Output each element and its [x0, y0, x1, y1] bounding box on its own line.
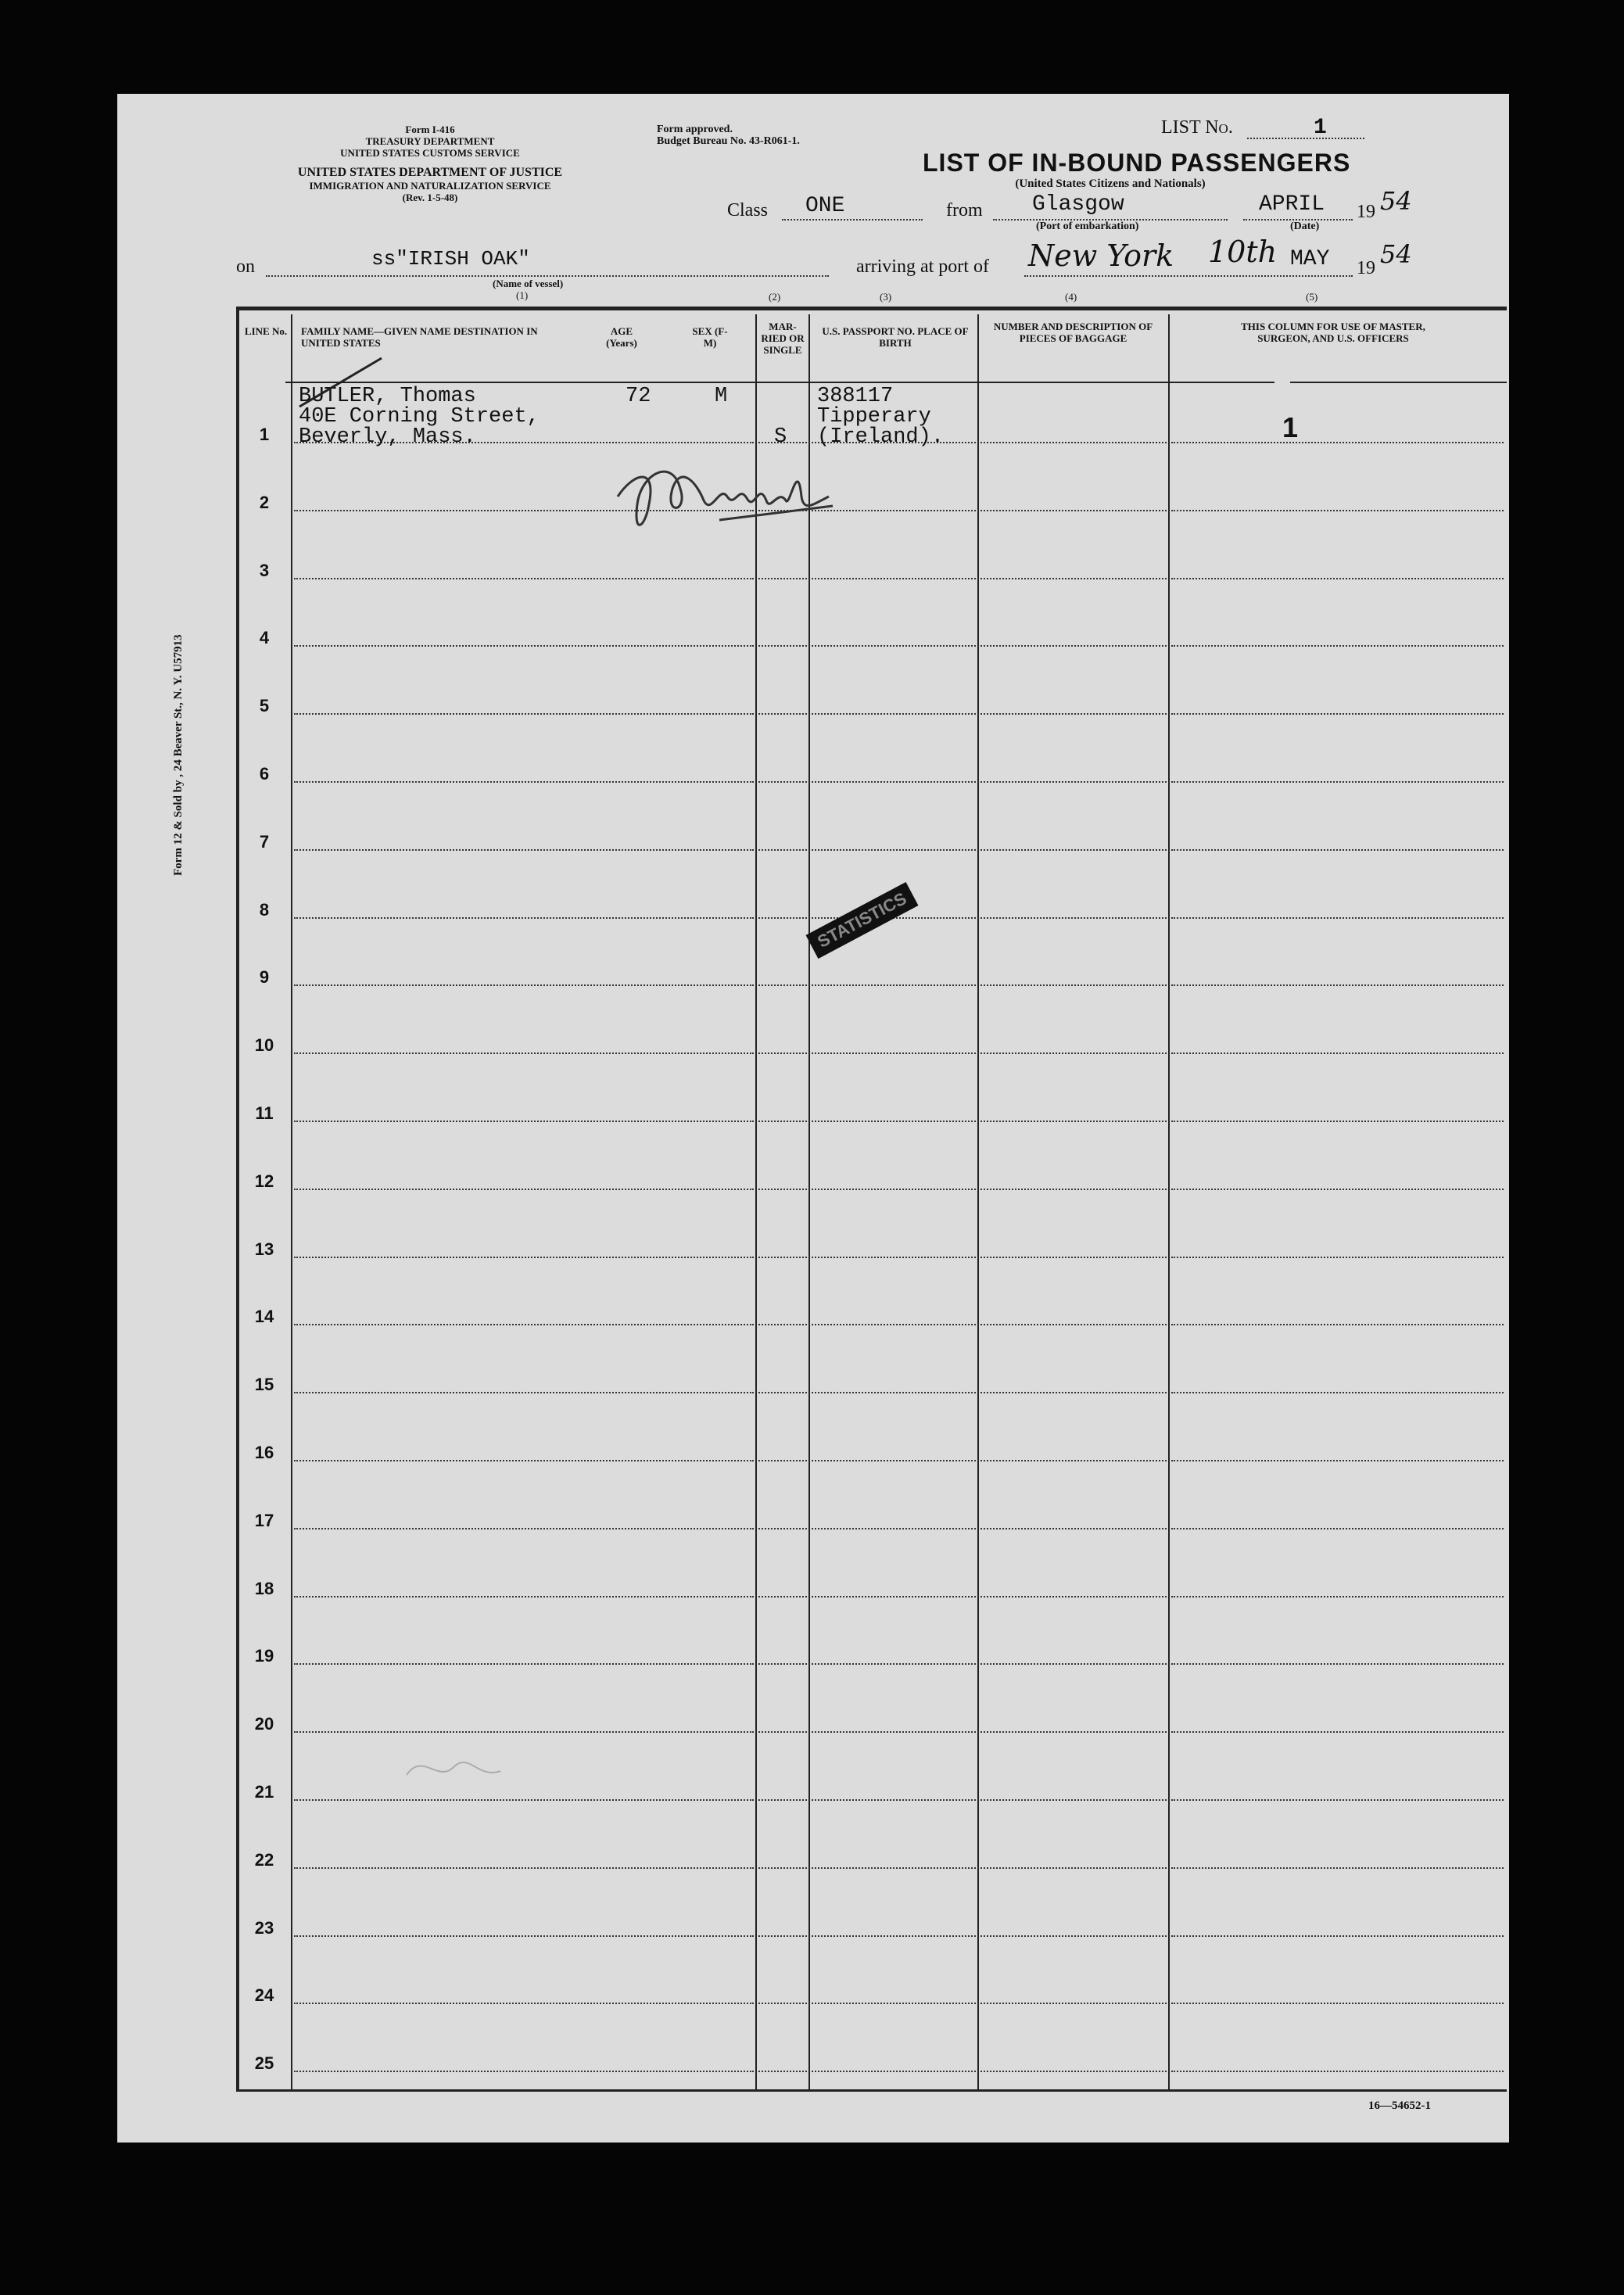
row-dotted-line — [294, 2071, 754, 2072]
row-dotted-line — [1171, 442, 1504, 443]
class-value: ONE — [805, 194, 845, 218]
col-header-baggage: NUMBER AND DESCRIPTION OF PIECES OF BAGGAGE — [993, 321, 1153, 344]
row-dotted-line — [980, 578, 1167, 579]
row-dotted-line — [980, 1392, 1167, 1393]
vessel-caption: (Name of vessel) — [493, 278, 564, 289]
row-dotted-line — [980, 1257, 1167, 1258]
side-printer-text: Form 12 & Sold by , 24 Beaver St., N. Y. U57913 — [172, 634, 185, 876]
row-dotted-line — [1171, 1528, 1504, 1529]
row-dotted-line — [294, 1324, 754, 1325]
row-dotted-line — [980, 1324, 1167, 1325]
row-dotted-line — [758, 917, 807, 919]
vessel-dots — [266, 275, 829, 277]
row-dotted-line — [294, 781, 754, 783]
year-prefix: 19 — [1357, 202, 1375, 222]
row-dotted-line — [980, 1596, 1167, 1598]
line-number: 3 — [259, 560, 270, 580]
row-dotted-line — [1171, 1867, 1504, 1869]
list-no-value: 1 — [1314, 116, 1327, 140]
row-dotted-line — [758, 1324, 807, 1325]
row-dotted-line — [812, 1663, 976, 1665]
row-dotted-line — [980, 1799, 1167, 1801]
row-dotted-line — [980, 1935, 1167, 1937]
row-dotted-line — [980, 1460, 1167, 1461]
row-dotted-line — [980, 510, 1167, 511]
row-dotted-line — [758, 1935, 807, 1937]
row-dotted-line — [1171, 1392, 1504, 1393]
row-dotted-line — [980, 1663, 1167, 1665]
row-dotted-line — [294, 2003, 754, 2004]
header-rule — [285, 382, 1274, 383]
manifest-page — [117, 94, 1509, 2143]
justice-department: UNITED STATES DEPARTMENT OF JUSTICE — [297, 166, 563, 179]
row-dotted-line — [812, 713, 976, 715]
col5-caption: (5) — [1306, 291, 1318, 303]
row-dotted-line — [1171, 1052, 1504, 1054]
entry-passport: 388117 — [817, 385, 894, 408]
row-dotted-line — [758, 645, 807, 647]
row-dotted-line — [1171, 917, 1504, 919]
col-header-married: MAR-RIED OR SINGLE — [761, 321, 805, 356]
form-approved: Form approved. — [657, 124, 733, 135]
line-number: 16 — [254, 1443, 274, 1462]
row-dotted-line — [980, 1052, 1167, 1054]
row-dotted-line — [294, 1935, 754, 1937]
statistics-stamp: STATISTICS — [806, 882, 919, 959]
row-dotted-line — [980, 713, 1167, 715]
row-dotted-line — [758, 1460, 807, 1461]
col-header-passport: U.S. PASSPORT NO. PLACE OF BIRTH — [822, 325, 969, 349]
class-label: Class — [727, 200, 769, 221]
budget-bureau: Budget Bureau No. 43-R061-1. — [657, 135, 800, 147]
row-dotted-line — [294, 1867, 754, 1869]
row-dotted-line — [812, 2003, 976, 2004]
on-label: on — [236, 256, 255, 277]
col-line — [755, 314, 757, 2091]
table-left-border — [236, 307, 239, 2091]
arrival-year-prefix: 19 — [1357, 258, 1375, 278]
table-bottom-border — [236, 2089, 1507, 2092]
vessel-value: ss"IRISH OAK" — [371, 247, 530, 271]
line-number: 11 — [255, 1103, 274, 1123]
line-number: 5 — [259, 696, 270, 716]
arrival-month-value: MAY — [1290, 247, 1330, 271]
entry-sex: M — [715, 385, 728, 408]
footer-code: 16—54652-1 — [1368, 2100, 1431, 2112]
row-dotted-line — [1171, 645, 1504, 647]
row-dotted-line — [812, 849, 976, 851]
row-dotted-line — [294, 1392, 754, 1393]
row-dotted-line — [980, 1528, 1167, 1529]
page-subtitle: (United States Citizens and Nationals) — [1015, 178, 1206, 190]
arrival-port-value: New York — [1028, 238, 1174, 273]
department-name: TREASURY DEPARTMENT — [365, 135, 495, 147]
row-dotted-line — [980, 1189, 1167, 1190]
entry-birth-line2: (Ireland). — [817, 425, 945, 449]
line-number: 20 — [254, 1714, 274, 1734]
row-dotted-line — [758, 1052, 807, 1054]
ins-name: IMMIGRATION AND NATURALIZATION SERVICE — [309, 180, 551, 192]
from-value: Glasgow — [1032, 192, 1124, 217]
row-dotted-line — [812, 1460, 976, 1461]
row-dotted-line — [812, 1257, 976, 1258]
row-dotted-line — [758, 578, 807, 579]
col1-caption: (1) — [516, 289, 529, 301]
line-number: 10 — [254, 1035, 274, 1056]
row-dotted-line — [294, 1596, 754, 1598]
row-dotted-line — [758, 1731, 807, 1733]
row-dotted-line — [294, 1121, 754, 1122]
row-dotted-line — [1171, 849, 1504, 851]
faint-scribble — [399, 1744, 524, 1791]
row-dotted-line — [1171, 984, 1504, 986]
row-dotted-line — [1171, 2003, 1504, 2004]
row-dotted-line — [1171, 510, 1504, 511]
table-top-border — [236, 307, 1507, 310]
row-dotted-line — [758, 1189, 807, 1190]
arrival-year-value: 54 — [1380, 239, 1412, 269]
date-value: APRIL — [1259, 192, 1325, 217]
row-dotted-line — [812, 645, 976, 647]
col-line — [291, 314, 292, 2091]
row-dotted-line — [758, 1867, 807, 1869]
row-dotted-line — [1171, 1731, 1504, 1733]
line-number: 17 — [254, 1510, 274, 1530]
line-number: 4 — [259, 628, 270, 648]
row-dotted-line — [294, 1189, 754, 1190]
row-dotted-line — [758, 2003, 807, 2004]
row-dotted-line — [812, 1189, 976, 1190]
entry-name-line1: BUTLER, Thomas — [299, 385, 476, 408]
row-dotted-line — [294, 849, 754, 851]
row-dotted-line — [294, 1528, 754, 1529]
list-no-label: LIST No. — [1161, 117, 1233, 138]
signature-mark — [602, 442, 837, 543]
line-number: 15 — [254, 1375, 274, 1395]
row-dotted-line — [980, 984, 1167, 986]
row-dotted-line — [1171, 1799, 1504, 1801]
row-dotted-line — [758, 1257, 807, 1258]
col-header-age: AGE (Years) — [606, 325, 637, 349]
row-dotted-line — [1171, 2071, 1504, 2072]
row-dotted-line — [812, 1392, 976, 1393]
row-dotted-line — [758, 781, 807, 783]
row-dotted-line — [1171, 1324, 1504, 1325]
year-value: 54 — [1380, 186, 1412, 216]
row-dotted-line — [294, 713, 754, 715]
row-dotted-line — [758, 1663, 807, 1665]
entry-name-line3: Beverly, Mass. — [299, 425, 476, 449]
row-dotted-line — [294, 1052, 754, 1054]
row-dotted-line — [758, 984, 807, 986]
row-dotted-line — [812, 1867, 976, 1869]
line-number: 6 — [259, 764, 270, 784]
line-number: 8 — [259, 899, 270, 920]
col-line — [1168, 314, 1170, 2091]
col-header-line-no: LINE No. — [244, 325, 288, 337]
col-header-name: FAMILY NAME—GIVEN NAME DESTINATION IN UNITED STATES — [301, 325, 538, 349]
line-number: 1 — [259, 425, 270, 444]
row-dotted-line — [812, 2071, 976, 2072]
col-header-officers: THIS COLUMN FOR USE OF MASTER, SURGEON, AND U.S. OFFICERS — [1241, 321, 1425, 344]
row-dotted-line — [758, 713, 807, 715]
line-number: 22 — [254, 1849, 274, 1870]
row-dotted-line — [294, 917, 754, 919]
arrival-day-value: 10th — [1208, 235, 1278, 269]
revision-date: (Rev. 1-5-48) — [402, 192, 458, 203]
col-line — [808, 314, 810, 2091]
date-caption: (Date) — [1290, 221, 1320, 232]
row-dotted-line — [294, 1799, 754, 1801]
line-number: 2 — [259, 492, 270, 512]
row-dotted-line — [812, 984, 976, 986]
row-dotted-line — [294, 1663, 754, 1665]
line-number: 19 — [254, 1646, 274, 1666]
row-dotted-line — [1171, 713, 1504, 715]
row-dotted-line — [812, 1935, 976, 1937]
row-dotted-line — [980, 1121, 1167, 1122]
col3-caption-top: (3) — [880, 291, 892, 303]
row-dotted-line — [294, 1257, 754, 1258]
row-dotted-line — [1171, 1189, 1504, 1190]
row-dotted-line — [980, 849, 1167, 851]
row-dotted-line — [1171, 1596, 1504, 1598]
col-line — [977, 314, 979, 2091]
line-number: 14 — [254, 1307, 274, 1327]
row-dotted-line — [758, 1799, 807, 1801]
row-dotted-line — [812, 781, 976, 783]
row-dotted-line — [812, 578, 976, 579]
row-dotted-line — [294, 1731, 754, 1733]
row-dotted-line — [294, 645, 754, 647]
row-dotted-line — [1171, 1121, 1504, 1122]
row-dotted-line — [812, 1121, 976, 1122]
line-number: 24 — [254, 1985, 274, 2006]
row-dotted-line — [758, 849, 807, 851]
row-dotted-line — [294, 578, 754, 579]
line-number: 23 — [254, 1917, 274, 1938]
from-label: from — [946, 200, 983, 221]
check-mark-icon — [296, 352, 389, 414]
entry-age: 72 — [626, 385, 651, 408]
row-dotted-line — [812, 1596, 976, 1598]
row-dotted-line — [980, 1867, 1167, 1869]
row-dotted-line — [980, 1731, 1167, 1733]
row-dotted-line — [758, 1528, 807, 1529]
entry-officer-mark: 1 — [1282, 411, 1299, 443]
col4-caption-top: (4) — [1065, 291, 1077, 303]
line-number: 25 — [254, 2053, 274, 2074]
customs-service: UNITED STATES CUSTOMS SERVICE — [340, 147, 520, 159]
col2-caption-top: (2) — [769, 291, 781, 303]
row-dotted-line — [758, 2071, 807, 2072]
row-dotted-line — [758, 1392, 807, 1393]
line-number: 18 — [254, 1578, 274, 1598]
row-dotted-line — [294, 1460, 754, 1461]
row-dotted-line — [812, 1799, 976, 1801]
entry-name-line2: 40E Corning Street, — [299, 405, 540, 429]
class-dots — [782, 219, 923, 221]
entry-birth-line1: Tipperary — [817, 405, 931, 429]
row-dotted-line — [980, 781, 1167, 783]
row-dotted-line — [980, 442, 1167, 443]
row-dotted-line — [1171, 578, 1504, 579]
form-number: Form I-416 — [405, 124, 455, 135]
row-dotted-line — [1171, 781, 1504, 783]
row-dotted-line — [758, 1596, 807, 1598]
row-dotted-line — [980, 2071, 1167, 2072]
row-dotted-line — [1171, 1257, 1504, 1258]
entry-married: S — [774, 425, 787, 449]
row-dotted-line — [1171, 1663, 1504, 1665]
line-number: 9 — [259, 967, 270, 988]
row-dotted-line — [1171, 1935, 1504, 1937]
header-rule-right — [1290, 382, 1507, 383]
row-dotted-line — [1171, 1460, 1504, 1461]
row-dotted-line — [812, 1052, 976, 1054]
row-dotted-line — [980, 2003, 1167, 2004]
arrival-dots — [1024, 275, 1353, 277]
line-number: 7 — [259, 831, 270, 852]
row-dotted-line — [758, 1121, 807, 1122]
page-title: LIST OF IN-BOUND PASSENGERS — [923, 149, 1351, 177]
row-dotted-line — [812, 1324, 976, 1325]
row-dotted-line — [980, 917, 1167, 919]
row-dotted-line — [294, 984, 754, 986]
list-no-dots — [1247, 138, 1364, 139]
row-dotted-line — [812, 1528, 976, 1529]
line-number: 21 — [254, 1782, 274, 1802]
line-number: 13 — [254, 1239, 274, 1259]
line-number: 12 — [254, 1171, 274, 1191]
port-embarkation-caption: (Port of embarkation) — [1036, 221, 1139, 232]
row-dotted-line — [980, 645, 1167, 647]
row-dotted-line — [812, 1731, 976, 1733]
col-header-sex: SEX (F-M) — [692, 325, 728, 349]
arriving-label: arriving at port of — [856, 256, 989, 277]
